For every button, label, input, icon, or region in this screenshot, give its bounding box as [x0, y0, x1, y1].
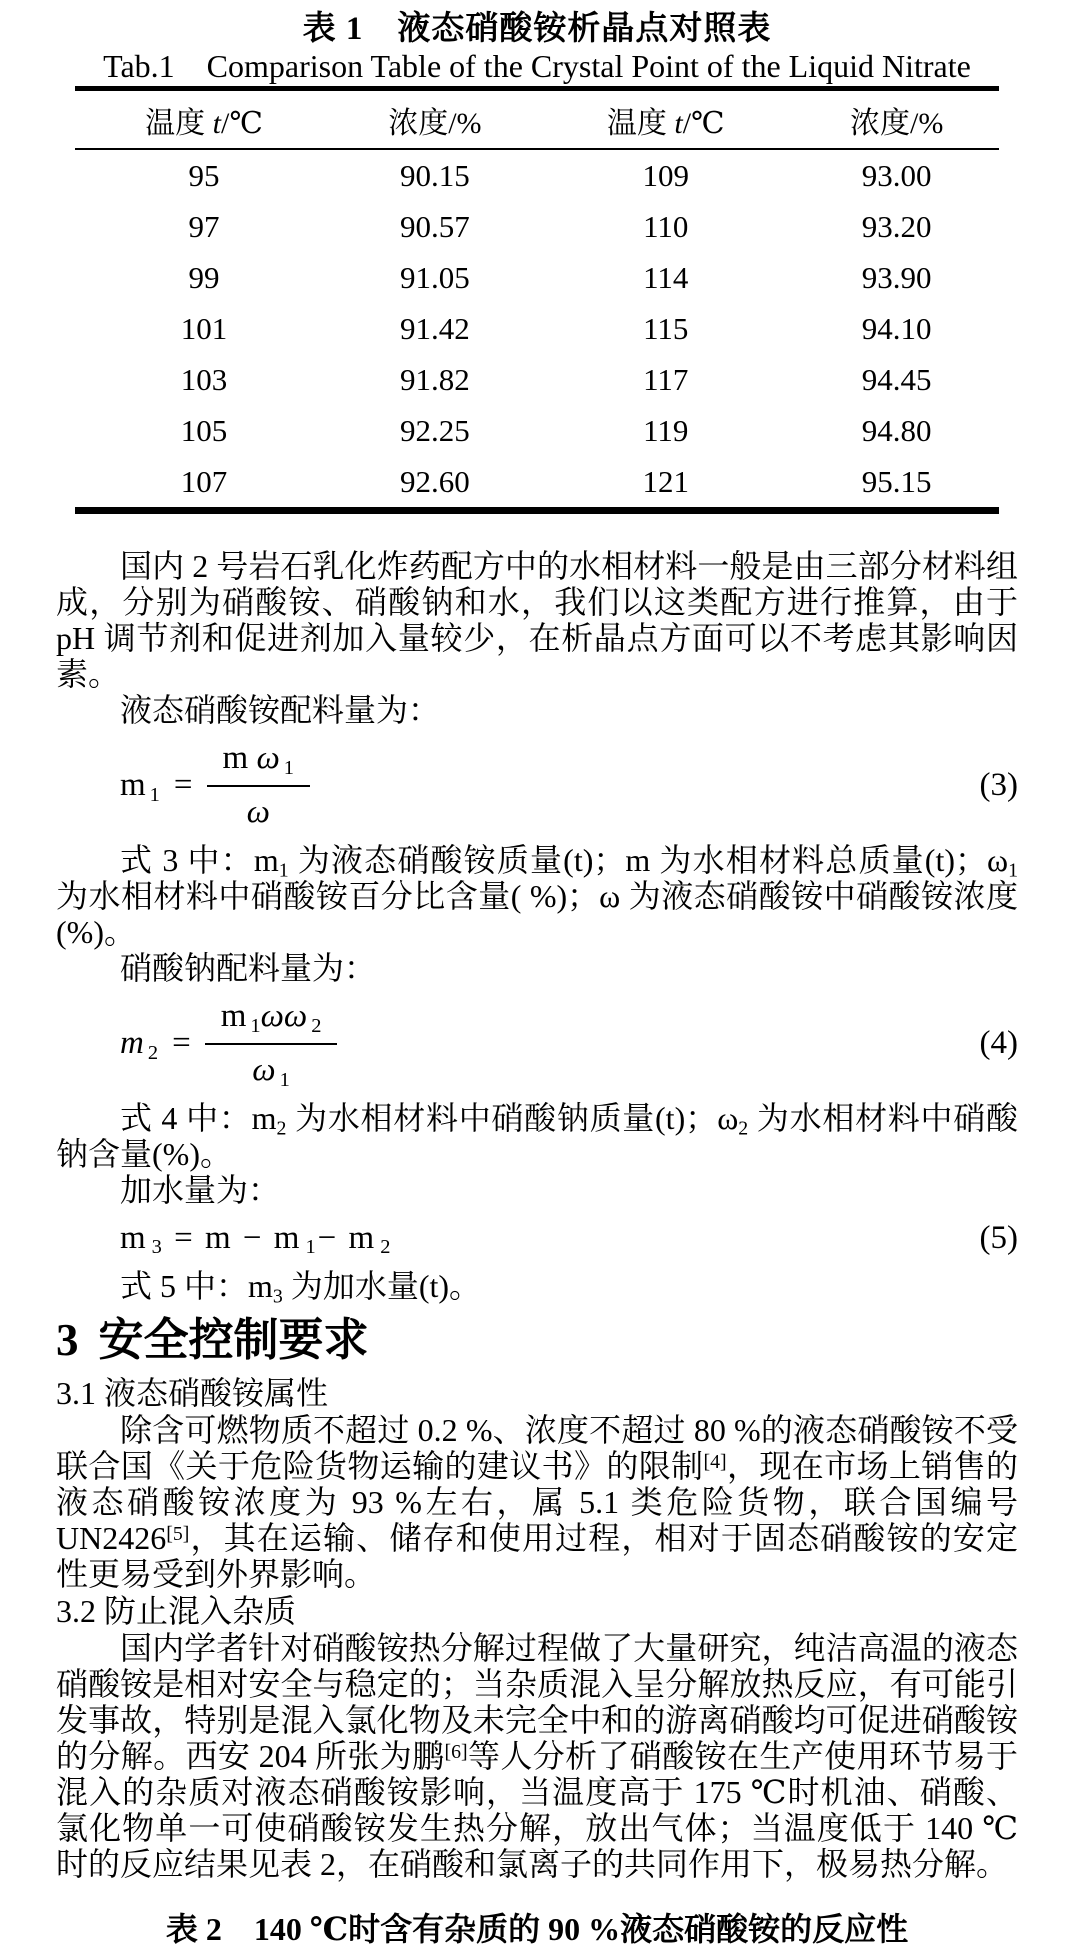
- table-cell: 92.60: [400, 464, 470, 499]
- table-cell: 114: [643, 260, 689, 295]
- table-cell: 91.42: [400, 311, 470, 346]
- formula-4-fraction: [205, 998, 338, 1090]
- table-cell: 109: [642, 158, 689, 193]
- table-cell: 94.10: [861, 311, 932, 346]
- table-cell: 95: [188, 158, 220, 193]
- table-cell: 105: [180, 413, 228, 448]
- table-cell: 90.57: [400, 209, 470, 244]
- table-row: [75, 405, 999, 456]
- table1-body: [75, 149, 999, 511]
- table-row: [75, 201, 999, 252]
- section-3-heading: [56, 1314, 1018, 1366]
- table-row: [75, 354, 999, 405]
- table-cell: 93.90: [861, 260, 932, 295]
- table-cell: 101: [180, 311, 228, 346]
- table1-header-cell: 浓度/%: [333, 89, 537, 150]
- table-cell: 115: [643, 311, 689, 346]
- table1-header-cell: 浓度/%: [795, 89, 999, 150]
- formula-5-expression: m $_3$ = m − m $_1$− m $_2$: [120, 1219, 393, 1259]
- formula5-intro: 加水量为：: [120, 1171, 281, 1208]
- equals-sign: =: [172, 1024, 191, 1061]
- section-3-2-paragraph: 国内学者针对硝酸铵热分解过程做了大量研究，纯洁高温的液态硝酸铵是相对安全与稳定的；当杂质混入呈分解放热反应，有可能引发事故，特别是混入氯化物及未完全中和的游离硝酸均可促进硝酸铵的分解。西安 204 所张为鹏[6]等人分析了硝酸铵在生产使用环节易于混入的杂质对液态硝酸铵影响，当温度高于 175 ℃时机油、硝酸、氯化物单一可使硝酸铵发生热分解，放出气体；当温度低于 140 ℃时的反应结果见表 2，在硝酸和氯离子的共同作用下，极易热分解。: [56, 1629, 1018, 1882]
- formula-3-numerator: m ω $_1$: [207, 740, 310, 787]
- table-cell: 91.05: [400, 260, 470, 295]
- formula-3-expression: [120, 740, 310, 832]
- formula-3-denominator: ω: [246, 793, 270, 830]
- formula3-note: 式 3 中：$m_1$ 为液态硝酸铵质量(t)；m 为水相材料总质量(t)；$\omega_1$ 为水相材料中硝酸铵百分比含量( %)；ω 为液态硝酸铵中硝酸铵浓度(%)。: [56, 841, 1018, 950]
- table1-caption-en: Tab.1 Comparison Table of the Crystal Point of the Liquid Nitrate: [103, 48, 971, 84]
- table2-caption: 表 2 140 ℃时含有杂质的 90 %液态硝酸铵的反应性: [165, 1910, 909, 1947]
- table-cell: 97: [188, 209, 220, 244]
- equation-number-4: (4): [979, 1024, 1018, 1061]
- table1-header-row: [75, 89, 999, 150]
- formula-4-denominator: ω $_1$: [252, 1051, 290, 1091]
- formula3-intro: 液态硝酸铵配料量为：: [120, 692, 441, 728]
- table-cell: 91.82: [400, 362, 470, 397]
- table-cell: 94.80: [861, 413, 932, 448]
- table1-caption-zh: 表 1 液态硝酸铵析晶点对照表: [302, 11, 772, 47]
- table-row: [75, 149, 999, 201]
- table-cell: 90.15: [400, 158, 470, 193]
- paragraph-formulation: 国内 2 号岩石乳化炸药配方中的水相材料一般是由三部分材料组成，分别为硝酸铵、硝酸钠和水，我们以这类配方进行推算，由于 pH 调节剂和促进剂加入量较少，在析晶点方面可以不考虑其影响因素。: [56, 548, 1018, 692]
- table-cell: 117: [643, 362, 689, 397]
- formula-3-lhs: m $_1$: [120, 766, 160, 806]
- formula-3-fraction: [207, 740, 310, 832]
- equation-number-5: (5): [979, 1219, 1018, 1256]
- section-3-1-heading: 3.1 液态硝酸铵属性: [56, 1374, 329, 1411]
- table-row: [75, 303, 999, 354]
- table-cell: 92.25: [400, 413, 470, 448]
- table1-header-cell: 温度 t/℃: [537, 89, 795, 150]
- body-text: [56, 548, 1018, 1948]
- formula-5: [56, 1220, 1018, 1258]
- table-cell: 103: [180, 362, 228, 397]
- formula4-intro: 硝酸钠配料量为：: [120, 949, 377, 986]
- formula-4-numerator: m $_1$ωω $_2$: [205, 998, 338, 1045]
- formula-4-expression: [120, 998, 337, 1090]
- section-3-number: 3: [56, 1314, 79, 1365]
- table-cell: 93.00: [861, 158, 932, 193]
- table-cell: 93.20: [861, 209, 932, 244]
- table-row: [75, 252, 999, 303]
- table1-header-cell: 温度 t/℃: [75, 89, 333, 150]
- section-3-1-paragraph: 除含可燃物质不超过 0.2 %、浓度不超过 80 %的液态硝酸铵不受联合国《关于危险货物运输的建议书》的限制[4]，现在市场上销售的液态硝酸铵浓度为 93 %左右，属 5.1 类危险货物，联合国编号 UN2426[5]，其在运输、储存和使用过程，相对于固态硝酸铵的安定性更易受到外界影响。: [56, 1411, 1018, 1592]
- formula4-note: 式 4 中：$m_2$ 为水相材料中硝酸钠质量(t)；$\omega_2$ 为水相材料中硝酸钠含量(%)。: [56, 1099, 1018, 1172]
- table-cell: 110: [643, 209, 689, 244]
- table-cell: 99: [188, 260, 220, 295]
- table-cell: 121: [642, 464, 689, 499]
- table-row: [75, 456, 999, 511]
- formula-4-lhs: m $_2$: [120, 1024, 159, 1064]
- formula5-note: 式 5 中：$m_3$ 为加水量(t)。: [120, 1267, 482, 1308]
- section-3-2-heading: 3.2 防止混入杂质: [56, 1592, 297, 1629]
- table-cell: 119: [643, 413, 689, 448]
- equation-number-3: (3): [979, 766, 1018, 803]
- formula-3: [56, 740, 1018, 832]
- section-3-title: 安全控制要求: [98, 1314, 369, 1365]
- formula-4: [56, 998, 1018, 1090]
- table-cell: 95.15: [861, 464, 932, 499]
- table-cell: 107: [180, 464, 228, 499]
- equals-sign: =: [173, 766, 193, 803]
- table-cell: 94.45: [861, 362, 932, 397]
- table1: [75, 86, 999, 514]
